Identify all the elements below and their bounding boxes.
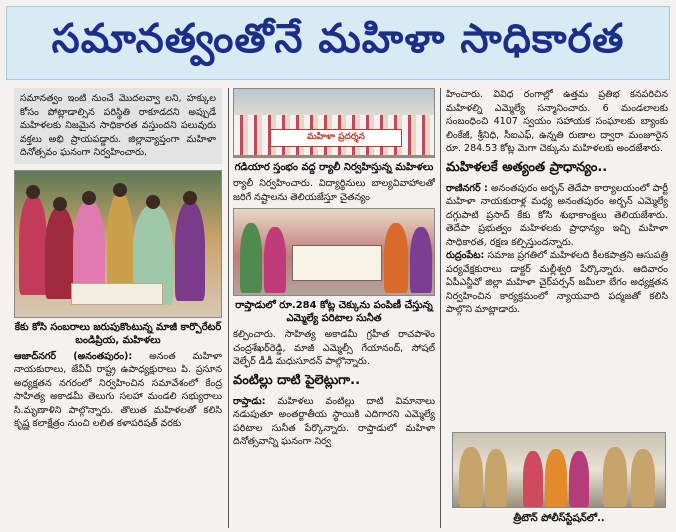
rally-banner: మహిళా ప్రదర్శన — [270, 129, 402, 147]
col1-article — [14, 350, 222, 431]
intro-paragraph: సమానత్వం ఇంటి నుంచే మొదలవ్వా లని, హక్కుల కోసం పోట్లాడాల్సిన పరిస్థితి రాకూడదని అప్పుడే మహిళలకు నిజమైన సాధికారత వస్తుందని పలువురు వక్తలు అభి ప్రాయపడ్డారు. జిల్లావ్యాప్తంగా మహిళా దినోత్సవం ఘనంగా నిర్వహించారు. — [14, 88, 222, 164]
col2-article-raptadu — [233, 395, 435, 449]
dateline-raptadu: రాప్తాడు: — [233, 395, 266, 407]
col3-text1: హించారు. వివిధ రంగాల్లో ఉత్తమ ప్రతిభ కనపరిచిన మహిళల్ని ఎమ్మెల్యే సన్మానించారు. 6 మండలాలకు సంబంధించి 4107 స్వయం సహాయక సంఘాలకు బ్యాంకు లింకేజీ, శ్రీనిధి, సీఐఎఫ్, ఉన్నతి రుణాల ద్వారా మంజూరైన రూ. 284.53 కోట్ల మెగా చెక్కును మహిళలకు అందజేశారు. — [446, 89, 668, 154]
col3-text3: సమాజ ప్రగతిలో మహిళలది కీలకపాత్రని ఆసుపత్రి పర్యవేక్షకురాలు డాక్టర్ మల్లీశ్వరి పేర్కొన్నారు. ఆదివారం ఏపీఎన్జీవో జిల్లా మహిళా చైర్‌పర్సన్ జమీలా బేగం అధ్యక్షతన నిర్వహించిన కార్యక్రమంలో న్యాయవాది పద్మజతో కలిసి పాల్గొని మాట్లాడారు. — [446, 250, 668, 315]
cheque-distribution-photo — [233, 208, 435, 296]
col1-body: అనంత మహిళా నాయకురాలు, జేవీవీ రాష్ట్ర ఉపాధ్యక్షురాలు పి. ప్రసూన అధ్యక్షతన నగరంలో నిర్వహించిన సమావేశంలో కేంద్ర సాహిత్య అకాడమీ తెలుగు సలహా మండలి సభ్యురాలు సి.మృణాళిని పాల్గొన్నారు. తొలుత మహిళలతో కలిసి కృష్ణ కలాక్షేత్రం నుంచి లలిత కళాపరిషత్ వరకు — [14, 350, 222, 429]
col2-text1: ర్యాలీ నిర్వహించారు. విద్యార్థినులు బాల్యవివాహాలతో జరిగే నష్టాలను తెలియజేస్తూ చైతన్యం — [233, 178, 435, 203]
cake-photo-caption: కేకు కోసి సంబరాలు జరుపుకొంటున్న మాజీ కార్పొరేటర్ బండిప్రియ, మహిళలు — [14, 321, 222, 346]
dateline-rudrampeta: రుద్రంపేట: — [446, 250, 485, 261]
dateline-raninagar: రాణినగర్ : — [446, 182, 488, 194]
headline-title: సమానత్వంతోనే మహిళా సాధికారత — [51, 14, 625, 62]
column-1 — [14, 88, 222, 528]
cheque-photo-caption: రాప్తాడులో రూ.284 కోట్ల చెక్కును పంపిణీ చేస్తున్న ఎమ్మెల్యే పరిటాల సునీత — [235, 300, 433, 324]
column-2 — [233, 88, 435, 528]
headline-banner — [6, 6, 670, 80]
police-station-photo — [452, 432, 666, 508]
rally-photo — [233, 88, 435, 158]
mega-cheque — [292, 245, 382, 281]
cake-cutting-photo — [14, 170, 222, 318]
subhead-pilots: వంటిల్లు దాటి పైలెట్లుగా.. — [233, 372, 361, 388]
col2-text2: కల్పించారు. సాహిత్య అకాడమీ గ్రహీత రాచపాళెం చంద్రశేఖర్‌రెడ్డి, మాజీ ఎమ్మెల్సీ గేయానంద్, సోషల్ వెల్ఫేర్ డీడీ మధుసూదన్ పాల్గొన్నారు. — [233, 329, 435, 367]
col3-article-raninagar — [446, 182, 668, 250]
dateline-azadnagar: ఆజాద్‌నగర్ (అనంతపురం): — [14, 350, 133, 362]
col3-text2: అనంతపురం అర్బన్ తెదేపా కార్యాలయంలో పార్టీ మహిళా నాయకురాళ్ల మధ్య అనంతపురం అర్బన్ ఎమ్మెల్యే దగ్గుపాటి ప్రసాద్ కేకు కోసి శుభాకాంక్షలు తెలియజేశారు. తెదేపా ప్రభుత్వం మహిళలకు ప్రాధాన్యం ఇచ్చి మహిళా సాధికారత, రక్షణ కల్పిస్తుందన్నారు. — [446, 182, 668, 248]
col3-article-rudrampeta — [446, 249, 668, 317]
police-photo-caption: త్రీటౌన్ పోలీస్‌స్టేషన్‌లో.. — [513, 513, 605, 524]
rally-photo-caption: గడియార స్తంభం వద్ద ర్యాలీ నిర్వహిస్తున్న మహిళలు — [234, 162, 434, 173]
col2-text3: మహిళలు వంటిల్లు దాటి విమానాలు నడుపుతూ అంతర్జాతీయ స్థాయికి ఎదిగారని ఎమ్మెల్యే పరిటాల సునీత పేర్కొన్నారు. రాప్తాడులో మహిళా దినోత్సవాన్ని ఘనంగా నిర్వ — [233, 395, 435, 447]
subhead-priority: మహిళలకే అత్యంత ప్రాధాన్యం.. — [446, 159, 608, 175]
